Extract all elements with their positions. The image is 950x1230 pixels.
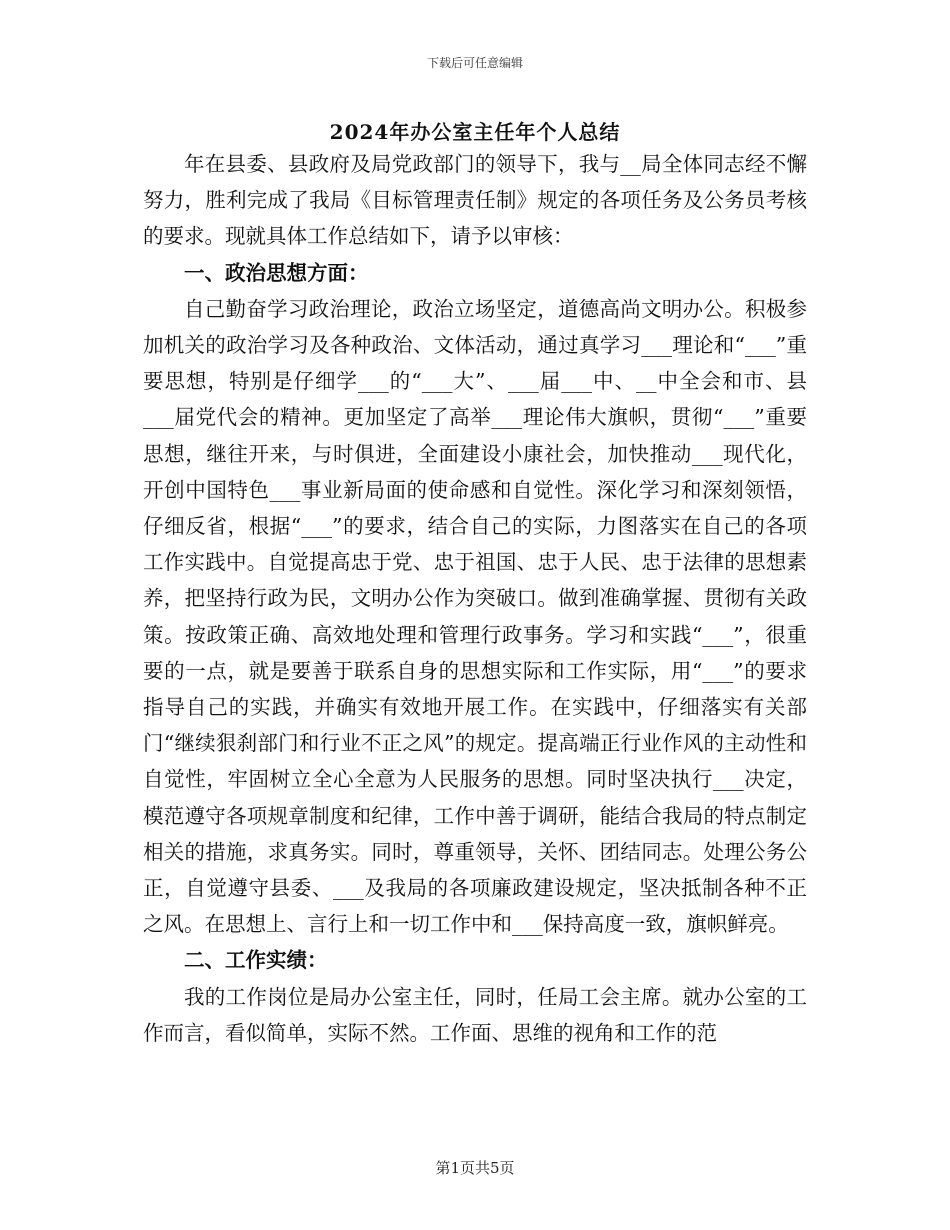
- document-title: 2024年办公室主任年个人总结: [329, 120, 621, 144]
- politics-paragraph: 自己勤奋学习政治理论，政治立场坚定，道德高尚文明办公。积极参加机关的政治学习及各种政治、文体活动，通过真学习___理论和“___”重要思想，特别是仔细学___的“___大”、___届___中、__中全会和市、县___届党代会的精神。更加坚定了高举___理论伟大旗帜，贯彻“___”重要思想，继往开来，与时俱进，全面建设小康社会，加快推动___现代化，开创中国特色___事业新局面的使命感和自觉性。深化学习和深刻领悟，仔细反省，根据“___”的要求，结合自己的实际，力图落实在自己的各项工作实践中。自觉提高忠于党、忠于祖国、忠于人民、忠于法律的思想素养，把坚持行政为民，文明办公作为突破口。做到准确掌握、贯彻有关政策。按政策正确、高效地处理和管理行政事务。学习和实践“___”，很重要的一点，就是要善于联系自身的思想实际和工作实际，用“___”的要求指导自己的实践，并确实有效地开展工作。在实践中，仔细落实有关部门“继续狠刹部门和行业不正之风”的规定。提高端正行业作风的主动性和自觉性，牢固树立全心全意为人民服务的思想。同时坚决执行___决定，模范遵守各项规章制度和纪律，工作中善于调研，能结合我局的特点制定相关的措施，求真务实。同时，尊重领导，关怀、团结同志。处理公务公正，自觉遵守县委、___及我局的各项廉政建设规定，坚决抵制各种不正之风。在思想上、言行上和一切工作中和___保持高度一致，旗帜鲜亮。: [143, 296, 807, 937]
- page-footer: 第1页共5页: [435, 1159, 515, 1177]
- section-heading-work: 二、工作实绩：: [184, 948, 328, 973]
- intro-paragraph: 年在县委、县政府及局党政部门的领导下，我与__局全体同志经不懈努力，胜利完成了我局《目标管理责任制》规定的各项任务及公务员考核的要求。现就具体工作总结如下，请予以审核：: [143, 152, 807, 249]
- header-note: 下载后可任意编辑: [426, 56, 523, 70]
- document-body: [143, 146, 807, 1051]
- work-paragraph: 我的工作岗位是局办公室主任，同时，任局工会主席。就办公室的工作而言，看似简单，实际不然。工作面、思维的视角和工作的范: [143, 984, 807, 1045]
- section-heading-politics: 一、政治思想方面：: [184, 260, 369, 285]
